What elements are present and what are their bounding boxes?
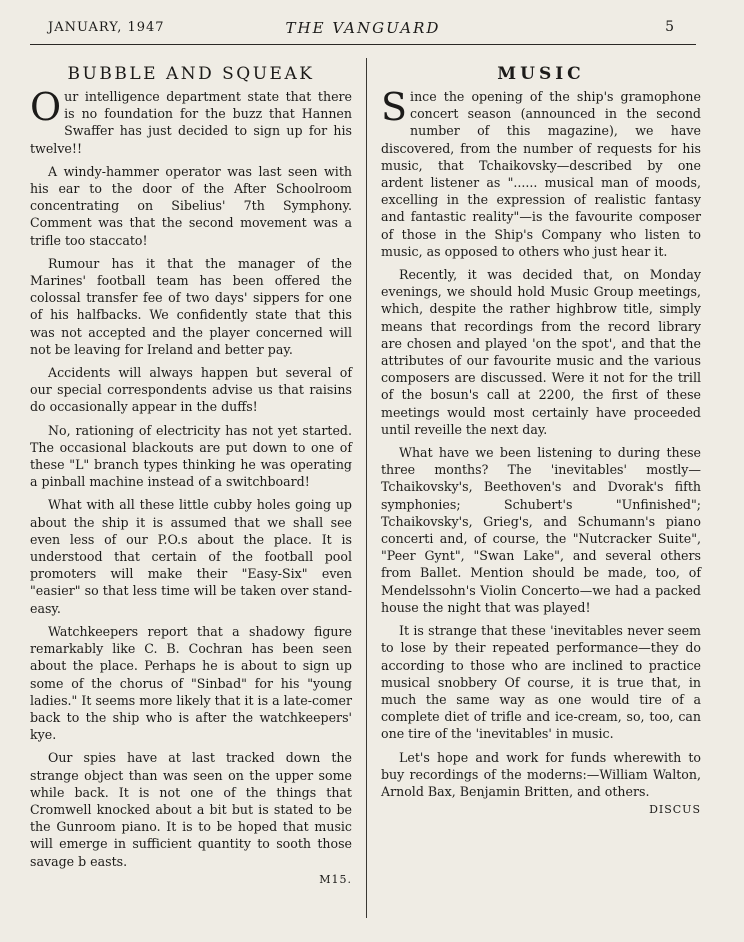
article-paragraph: No, rationing of electricity has not yet started. The occasional blackouts are put down to one of these "L" branch types thinking he was operating a pinball machine instead of a switchboard! (30, 422, 352, 490)
article-paragraph: Our intelligence department state that there is no foundation for the buzz that Hannen Swaffer has just decided to sign up for his twelve!! (30, 85, 352, 156)
article-paragraph: Accidents will always happen but several of our special correspondents advise us that raisins do occasionally appear in the duffs! (30, 365, 352, 415)
article-paragraph: What have we been listening to during these three months? The 'inevitables' mostly—Tchaikovsky's, Beethoven's and Dvorak's fifth symphonies; Schubert's "Unfinished"; Tchaikovsky's, Grieg's, and Schumann's piano concerti and, of course, the "Nutcracker Suite", "Peer Gynt", "Swan Lake", and several others from Ballet. Mention should be made, too, of Mendelssohn's Violin Concerto—we had a packed house the night that was played! (381, 445, 701, 615)
issue-date: JANUARY, 1947 (48, 20, 165, 35)
article-paragraph: A windy-hammer operator was last seen with his ear to the door of the After Schoolroom concentrating on Sibelius' 7th Symphony. Comment was that the second movement was a trifle too staccato! (30, 163, 352, 248)
article-paragraph: Let's hope and work for funds wherewith to buy recordings of the moderns:—William Walton, Arnold Bax, Benjamin Britten, and others. (381, 749, 701, 799)
article-paragraph: Rumour has it that the manager of the Marines' football team has been offered the colossal transfer fee of two days' sippers for one of his halfbacks. We confidently state that this was not accepted and the player concerned will not be leaving for Ireland and better pay. (30, 255, 352, 357)
drop-cap: S (381, 85, 408, 129)
article-paragraph: What with all these little cubby holes going up about the ship it is assumed that we shall see even less of our P.O.s about the place. It is understood that certain of the football pool promoters will make their "Easy-Six" even "easier" so that less time will be taken over stand-easy. (30, 497, 352, 616)
article-paragraph: Recently, it was decided that, on Monday evenings, we should hold Music Group meetings, which, despite the rather highbrow title, simply means that recordings from the record library are chosen and played 'on the spot', and that the attributes of our favourite music and the various composers are discussed. Were it not for the trill of the bosun's call at 2200, the first of these meetings would most certainly have proceeded until reveille the next day. (381, 267, 701, 437)
article-title: BUBBLE AND SQUEAK (67, 64, 315, 84)
article-title: MUSIC (497, 64, 585, 84)
article-paragraph: Our spies have at last tracked down the strange object than was seen on the upper some while back. It is not one of the things that Cromwell knocked about a bit but is stated to be the Gunroom piano. It is to be hoped that music will emerge in sufficient quantity to sooth those savage b easts. (30, 750, 352, 869)
page-number: 5 (665, 19, 674, 35)
music-column (381, 58, 701, 816)
column-divider (366, 58, 367, 918)
article-paragraph: Watchkeepers report that a shadowy figure remarkably like C. B. Cochran has been seen about the place. Perhaps he is about to sign up some of the chorus of "Sinbad" for his "young ladies." It seems more likely that it is a late-comer back to the ship who is after the watchkeepers' kye. (30, 623, 352, 743)
publication-title: THE VANGUARD (285, 19, 441, 37)
author-signoff: M15. (319, 872, 352, 886)
running-header (30, 16, 696, 45)
article-paragraph: Since the opening of the ship's gramophone concert season (announced in the second number of this magazine), we have discovered, from the number of requests for his music, that Tchaikovsky—described by one ardent listener as "...... musical man of moods, excelling in the expression of realistic fantasy and fantastic reality"—is the favourite composer of those in the Ship's Company who listen to music, as opposed to others who just hear it. (381, 85, 701, 259)
article-paragraph: It is strange that these 'inevitables never seem to lose by their repeated performance—they do according to those who are inclined to practice musical snobbery Of course, it is true that, in much the same way as one would tire of a complete diet of trifle and ice-cream, so, too, can one tire of the 'inevitables' in music. (381, 623, 701, 742)
bubble-and-squeak-column (30, 58, 352, 886)
drop-cap: O (30, 85, 62, 129)
author-signoff: DISCUS (649, 803, 701, 817)
